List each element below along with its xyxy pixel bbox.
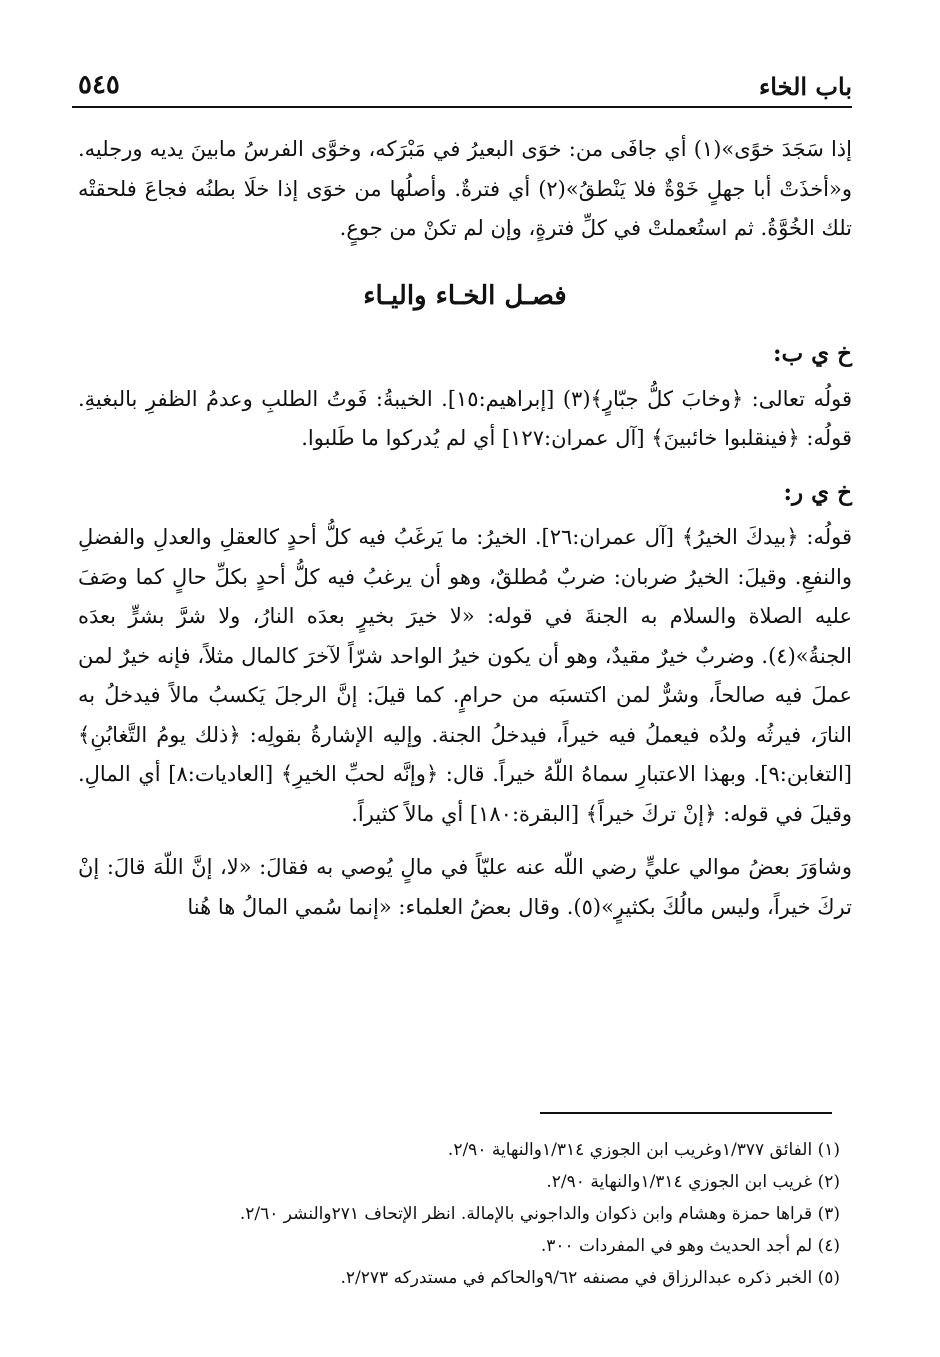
entry-paragraph: وشاوَرَ بعضُ موالي عليٍّ رضي اللّه عنه عليّاً في مالٍ يُوصي به فقالَ: «لا، إنَّ اللّهَ قالَ: إنْ تركَ خيراً، وليس مالُكَ بكثيرٍ»(٥). وقال بعضُ العلماء: «إنما سُمي المالُ ها هُنا xyxy=(78,855,852,919)
root-heading: خ ي ر: xyxy=(783,478,852,506)
footnote-4: (٤) لم أجد الحديث وهو في المفردات ٣٠٠. xyxy=(540,1236,840,1256)
entry-kh-y-r xyxy=(78,473,852,928)
footnote-3: (٣) قراها حمزة وهشام وابن ذكوان والداجوني بالإمالة. انظر الإتحاف ٢٧١والنشر ٢/٦٠. xyxy=(239,1204,840,1224)
entry-paragraph: قولُه تعالى: ﴿وخابَ كلُّ جبّارٍ﴾(٣) [إبراهيم:١٥]. الخيبةُ: فَوتُ الطلبِ وعدمُ الظفرِ بالبغيةِ. قولُه: ﴿فينقلبوا خائبينَ﴾ [آل عمران:١٢٧] أي لم يُدركوا ما طَلبوا. xyxy=(78,386,853,450)
entry-paragraph: قولُه: ﴿بيدكَ الخيرُ﴾ [آل عمران:٢٦]. الخيرُ: ما يَرغَبُ فيه كلُّ أحدٍ كالعقلِ والعدلِ والفضلِ والنفعِ. وقيلَ: الخيرُ ضربان: ضربٌ مُطلقٌ، وهو أن يرغبُ فيه كلُّ أحدٍ بكلِّ حالٍ كما وصَفَ عليه الصلاة والسلام به الجنةَ في قوله: «لا خيرَ بخيرٍ بعدَه النارُ، ولا شرَّ بشرٍّ بعدَه الجنةُ»(٤). وضربٌ خيرٌ مقيدٌ، وهو أن يكون خيرُ الواحد شرّاً لآخرَ كالمال مثلاً، فإنه خيرٌ لمن عملَ فيه صالحاً، وشرٌّ لمن اكتسبَه من حرامٍ. كما قيلَ: إنَّ الرجلَ يَكسبُ مالاً فيدخلُ به النارَ، فيرثُه ولدُه فيعملُ فيه خيراً، فيدخلُ الجنة. وإليه الإشارةُ بقولِه: ﴿ذلك يومُ التَّغابُنِ﴾ [التغابن:٩]. وبهذا الاعتبارِ سماهُ اللّهُ خيراً. قال: ﴿وإنَّه لحبِّ الخيرِ﴾ [العاديات:٨] أي المالِ. وقيلَ في قوله: ﴿إنْ تركَ خيراً﴾ [البقرة:١٨٠] أي مالاً كثيراً. xyxy=(78,525,853,826)
footnote-5: (٥) الخبر ذكره عبدالرزاق في مصنفه ٩/٦٢والحاكم في مستدركه ٢/٢٧٣. xyxy=(340,1268,840,1288)
root-heading: خ ي ب: xyxy=(772,340,852,367)
intro-paragraph: إذا سَجَدَ خوًى»(١) أي جافَى من: خوَى البعيرُ في مَبْرَكه، وخوَّى الفرسُ مابينَ يديه ورجليه. و«أخذَتْ أبا جهلٍ خَوْةٌ فلا يَنْطقُ»(٢) أي فترةٌ. وأصلُها من خوَى إذا خلَا بطنُه فجاعَ فلحقتْه تلك الخُوَّةُ. ثم استُعملتْ في كلِّ فترةٍ، وإن لم تكنْ من جوعٍ. xyxy=(78,137,853,240)
section-title: فصـل الخـاء واليـاء xyxy=(363,280,567,311)
entry-kh-y-b xyxy=(78,334,852,459)
page-header xyxy=(72,68,852,108)
running-head: باب الخاء xyxy=(758,72,852,101)
page-number: ٥٤٥ xyxy=(78,70,120,100)
footnote-2: (٢) غريب ابن الجوزي ١/٣١٤والنهاية ٢/٩٠. xyxy=(546,1172,840,1192)
page-body xyxy=(78,130,852,927)
footnote-1: (١) الفائق ١/٣٧٧وغريب ابن الجوزي ١/٣١٤والنهاية ٢/٩٠. xyxy=(447,1140,840,1160)
footnote-divider xyxy=(540,1112,832,1114)
footnotes xyxy=(120,1134,840,1294)
